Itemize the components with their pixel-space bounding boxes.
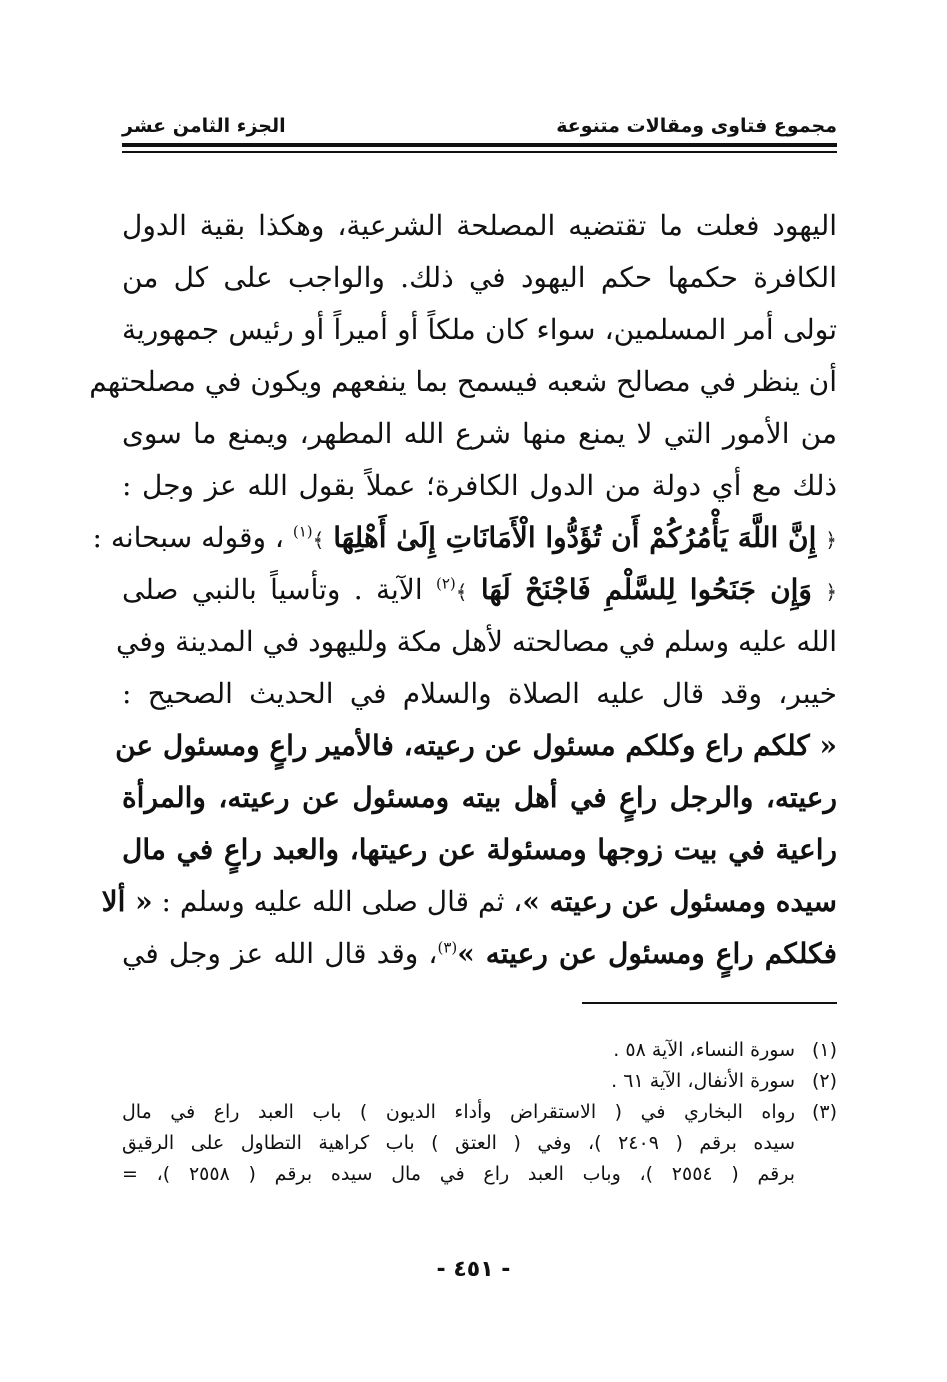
closing-text: ، وقد قال الله عز وجل في xyxy=(122,937,438,970)
footnote-2 xyxy=(122,1066,837,1097)
footnote-ref-2: (٢) xyxy=(435,574,456,593)
footnote-text: برقم ( ٢٥٥٤ )، وباب العبد راع في مال سيده برقم ( ٢٥٥٨ )، = xyxy=(122,1163,795,1185)
verse-1-continuation: ، وقوله سبحانه : xyxy=(92,521,284,554)
hadith-2-start: « ألا xyxy=(101,885,153,918)
footnote-number: (١) xyxy=(811,1039,837,1061)
footnote-separator xyxy=(582,1002,837,1004)
footnote-3 xyxy=(122,1097,837,1190)
body-line-10: خيبر، وقد قال عليه الصلاة والسلام في الحديث الصحيح : xyxy=(122,677,837,710)
body-line-6: ذلك مع أي دولة من الدول الكافرة؛ عملاً بقول الله عز وجل : xyxy=(122,469,837,502)
header-rule-thick xyxy=(122,143,837,147)
main-text xyxy=(89,200,838,980)
running-header xyxy=(122,112,837,140)
quran-verse-2: وَإِن جَنَحُوا لِلسَّلْمِ فَاجْنَحْ لَهَا xyxy=(480,573,812,606)
narration-text: ، ثم قال صلى الله عليه وسلم : xyxy=(161,885,523,918)
header-rule-thin xyxy=(122,151,837,153)
footnote-text: رواه البخاري في ( الاستقراض وأداء الديون ) باب العبد راع في مال xyxy=(122,1101,795,1123)
body-line-4: أن ينظر في مصالح شعبه فيسمح بما ينفعهم ويكون في مصلحتهم xyxy=(89,365,837,398)
verse-line-1 xyxy=(92,512,837,564)
footnotes xyxy=(122,1035,837,1190)
quran-verse-1: إِنَّ اللَّهَ يَأْمُرُكُمْ أَن تُؤَدُّوا الْأَمَانَاتِ إِلَىٰ أَهْلِهَا xyxy=(333,521,817,554)
body-line-9: الله عليه وسلم في مصالحته لأهل مكة ولليهود في المدينة وفي xyxy=(116,625,837,658)
hadith-line-4 xyxy=(101,876,837,928)
hadith-end: سيده ومسئول عن رعيته » xyxy=(522,885,837,918)
hadith-2-text: فكلكم راعٍ ومسئول عن رعيته » xyxy=(457,937,837,970)
verse-close-bracket: ﴾ xyxy=(312,528,325,552)
footnote-ref-1: (١) xyxy=(292,522,313,541)
footnote-text: سورة الأنفال، الآية ٦١ . xyxy=(611,1070,795,1092)
body-line-5: من الأمور التي لا يمنع منها شرع الله المطهر، ويمنع ما سوى xyxy=(122,417,837,450)
page-number: - ٤٥١ - xyxy=(436,1257,511,1282)
footnote-text: سورة النساء، الآية ٥٨ . xyxy=(613,1039,795,1061)
hadith-line-5 xyxy=(122,928,837,980)
hadith-line-2: رعيته، والرجل راعٍ في أهل بيته ومسئول عن رعيته، والمرأة xyxy=(122,781,837,814)
body-line-2: الكافرة حكمها حكم اليهود في ذلك. والواجب على كل من xyxy=(122,261,837,294)
verse-open-bracket: ﴿ xyxy=(825,580,838,604)
header-book-title: مجموع فتاوى ومقالات متنوعة xyxy=(556,115,837,137)
verse-close-bracket: ﴾ xyxy=(455,580,468,604)
footnote-number: (٣) xyxy=(811,1101,837,1123)
body-line-3: تولى أمر المسلمين، سواء كان ملكاً أو أميراً أو رئيس جمهورية xyxy=(122,313,837,346)
footnote-text: سيده برقم ( ٢٤٠٩ )، وفي ( العتق ) باب كراهية التطاول على الرقيق xyxy=(122,1132,795,1154)
footnote-ref-3: (٣) xyxy=(437,938,458,957)
hadith-line-3: راعية في بيت زوجها ومسئولة عن رعيتها، والعبد راعٍ في مال xyxy=(122,833,837,866)
verse-line-2 xyxy=(122,564,837,616)
footnote-number: (٢) xyxy=(811,1070,837,1092)
verse-2-continuation: الآية . وتأسياً بالنبي صلى xyxy=(122,573,423,606)
body-line-1: اليهود فعلت ما تقتضيه المصلحة الشرعية، وهكذا بقية الدول xyxy=(122,209,837,242)
header-volume-title: الجزء الثامن عشر xyxy=(122,115,286,137)
footnote-1 xyxy=(122,1035,837,1066)
verse-open-bracket: ﴿ xyxy=(825,528,837,552)
hadith-line-1: « كلكم راع وكلكم مسئول عن رعيته، فالأمير راعٍ ومسئول عن xyxy=(115,729,837,762)
